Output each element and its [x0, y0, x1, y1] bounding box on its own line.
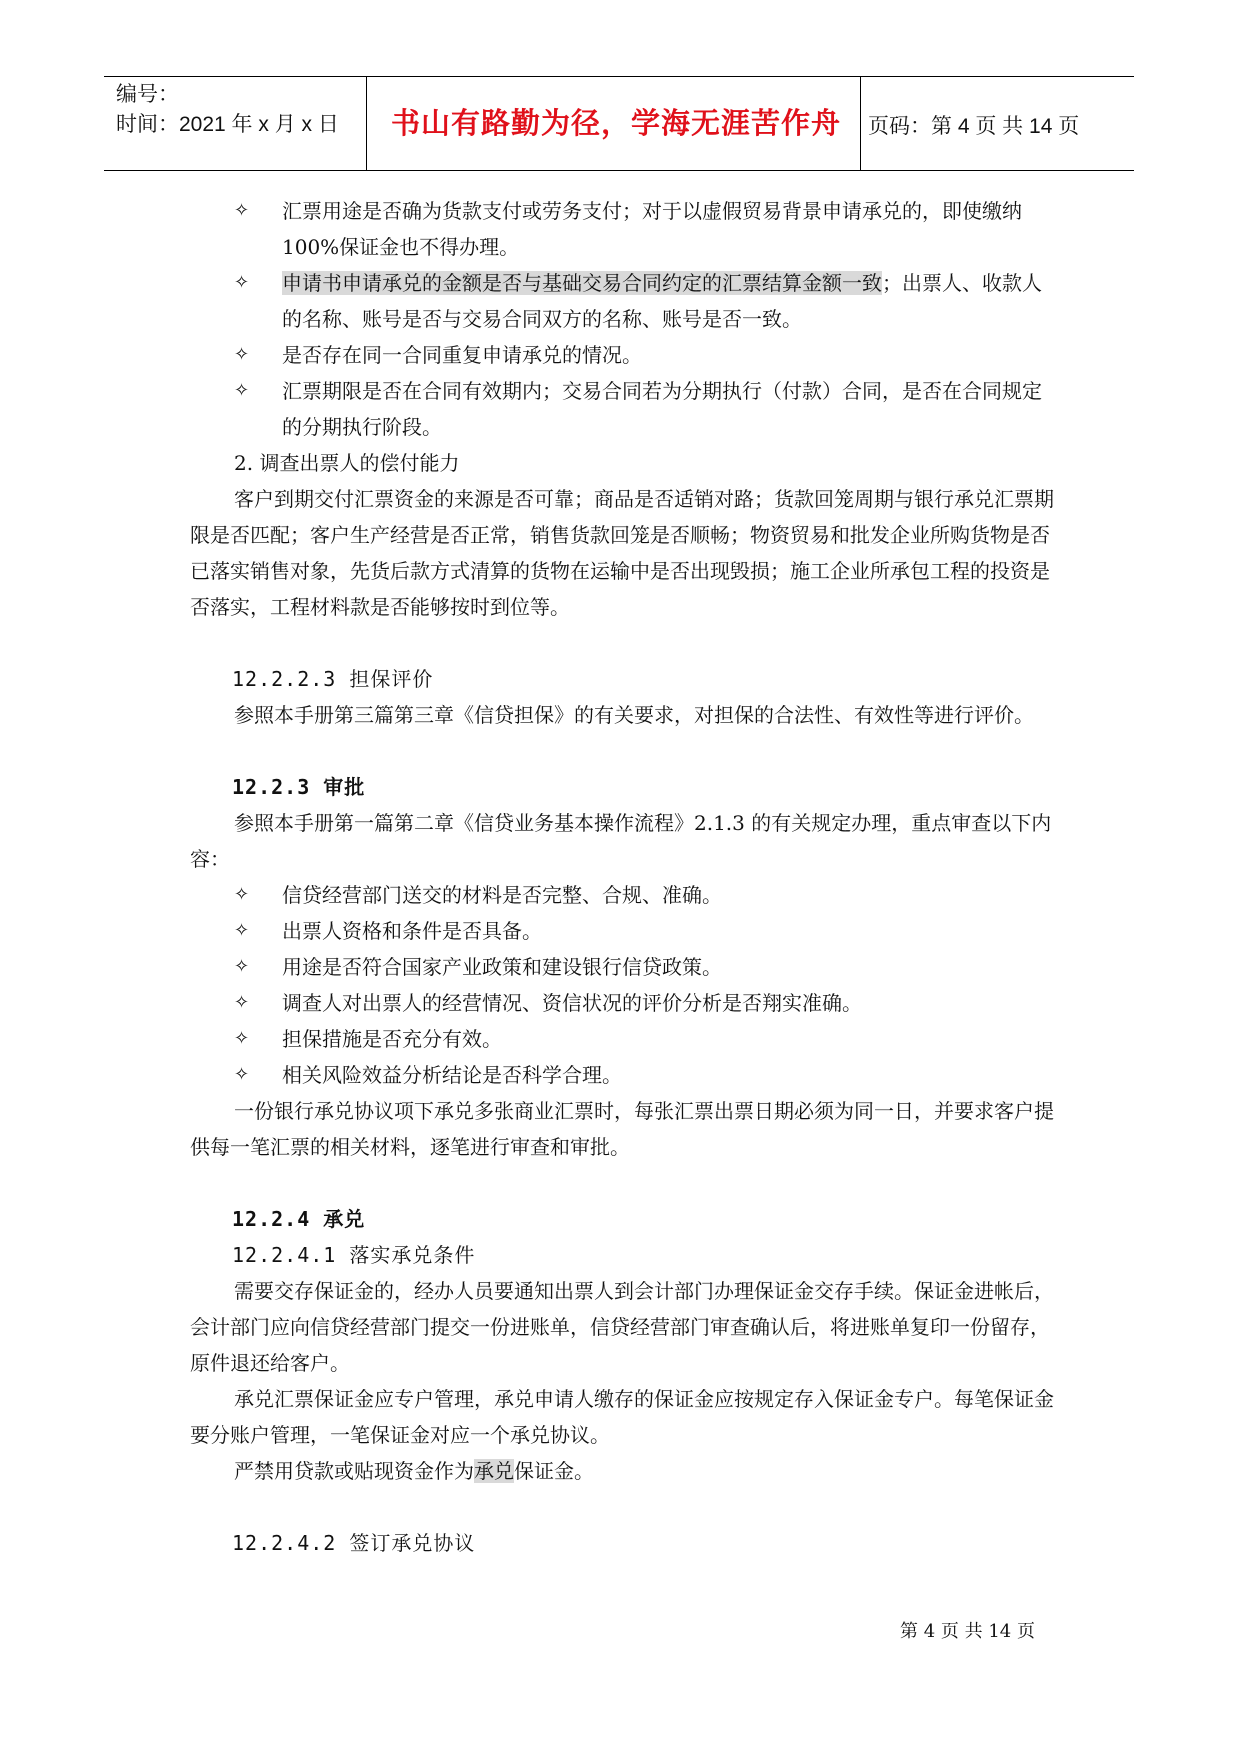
list-item-text: 相关风险效益分析结论是否科学合理。	[282, 1063, 622, 1087]
list-item-text: 汇票用途是否确为货款支付或劳务支付；对于以虚假贸易背景申请承兑的，即使缴纳 100%保证金也不得办理。	[282, 199, 1022, 259]
paragraph: 参照本手册第三篇第三章《信贷担保》的有关要求，对担保的合法性、有效性等进行评价。	[234, 703, 1034, 727]
list-item	[190, 193, 1060, 265]
bullet-icon: ✧	[234, 992, 250, 1013]
paragraph	[190, 1453, 1060, 1489]
bullet-icon: ✧	[234, 272, 250, 293]
document-body	[190, 193, 1060, 1561]
header-page-label: 页码：第 4 页 共 14 页	[868, 115, 1080, 138]
bullet-icon: ✧	[234, 956, 250, 977]
section-heading: 12.2.2.3 担保评价	[232, 667, 434, 691]
list-item	[190, 913, 1060, 949]
highlighted-text: 申请书申请承兑的金额是否与基础交易合同约定的汇票结算金额一致	[282, 271, 882, 295]
paragraph: 需要交存保证金的，经办人员要通知出票人到会计部门办理保证金交存手续。保证金进帐后，会计部门应向信贷经营部门提交一份进账单，信贷经营部门审查确认后，将进账单复印一份留存，原件退还给客户。	[190, 1279, 1054, 1375]
section-heading: 12.2.4.2 签订承兑协议	[232, 1531, 476, 1555]
list-item-text: 用途是否符合国家产业政策和建设银行信贷政策。	[282, 955, 722, 979]
header-divider-left	[366, 76, 367, 170]
bullet-icon: ✧	[234, 1028, 250, 1049]
list-item	[190, 1057, 1060, 1093]
list-item-text: ；出票人、收款人的名称、账号是否与交易合同双方的名称、账号是否一致。	[282, 271, 1042, 331]
doc-time-label: 时间：2021 年 x 月 x 日	[116, 113, 339, 136]
header-top-rule	[104, 76, 1134, 77]
list-item	[190, 337, 1060, 373]
list-item-text: 调查人对出票人的经营情况、资信状况的评价分析是否翔实准确。	[282, 991, 862, 1015]
header-bottom-rule	[104, 170, 1134, 171]
header-motto: 书山有路勤为径，学海无涯苦作舟	[390, 106, 841, 140]
header-divider-right	[860, 76, 861, 170]
page-footer: 第 4 页 共 14 页	[900, 1621, 1035, 1642]
section-heading: 12.2.3 审批	[232, 775, 366, 799]
bullet-icon: ✧	[234, 1064, 250, 1085]
section-heading: 12.2.4 承兑	[232, 1207, 366, 1231]
bullet-icon: ✧	[234, 200, 250, 221]
header-meta	[116, 80, 339, 140]
list-item	[190, 877, 1060, 913]
paragraph-text: 保证金。	[514, 1459, 594, 1483]
list-item-text: 是否存在同一合同重复申请承兑的情况。	[282, 343, 642, 367]
list-item	[190, 1021, 1060, 1057]
paragraph: 承兑汇票保证金应专户管理，承兑申请人缴存的保证金应按规定存入保证金专户。每笔保证金要分账户管理，一笔保证金对应一个承兑协议。	[190, 1387, 1054, 1447]
bullet-icon: ✧	[234, 920, 250, 941]
list-item	[190, 985, 1060, 1021]
bullet-icon: ✧	[234, 344, 250, 365]
paragraph: 一份银行承兑协议项下承兑多张商业汇票时，每张汇票出票日期必须为同一日，并要求客户提供每一笔汇票的相关材料，逐笔进行审查和审批。	[190, 1099, 1054, 1159]
bullet-icon: ✧	[234, 380, 250, 401]
list-item-text: 担保措施是否充分有效。	[282, 1027, 502, 1051]
list-item	[190, 373, 1060, 445]
paragraph: 参照本手册第一篇第二章《信贷业务基本操作流程》2.1.3 的有关规定办理，重点审查以下内容：	[190, 811, 1052, 871]
bullet-icon: ✧	[234, 884, 250, 905]
doc-number-label: 编号：	[116, 83, 179, 106]
paragraph: 客户到期交付汇票资金的来源是否可靠；商品是否适销对路；货款回笼周期与银行承兑汇票期限是否匹配；客户生产经营是否正常，销售货款回笼是否顺畅；物资贸易和批发企业所购货物是否已落实销售对象，先货后款方式清算的货物在运输中是否出现毁损；施工企业所承包工程的投资是否落实，工程材料款是否能够按时到位等。	[190, 487, 1054, 619]
list-item-text: 出票人资格和条件是否具备。	[282, 919, 542, 943]
paragraph-text: 严禁用贷款或贴现资金作为	[234, 1459, 474, 1483]
list-item	[190, 265, 1060, 337]
subheading: 2. 调查出票人的偿付能力	[234, 451, 460, 475]
list-item	[190, 949, 1060, 985]
list-item-text: 汇票期限是否在合同有效期内；交易合同若为分期执行（付款）合同，是否在合同规定的分期执行阶段。	[282, 379, 1042, 439]
section-heading: 12.2.4.1 落实承兑条件	[232, 1243, 476, 1267]
list-item-text: 信贷经营部门送交的材料是否完整、合规、准确。	[282, 883, 722, 907]
highlighted-text: 承兑	[474, 1459, 514, 1483]
